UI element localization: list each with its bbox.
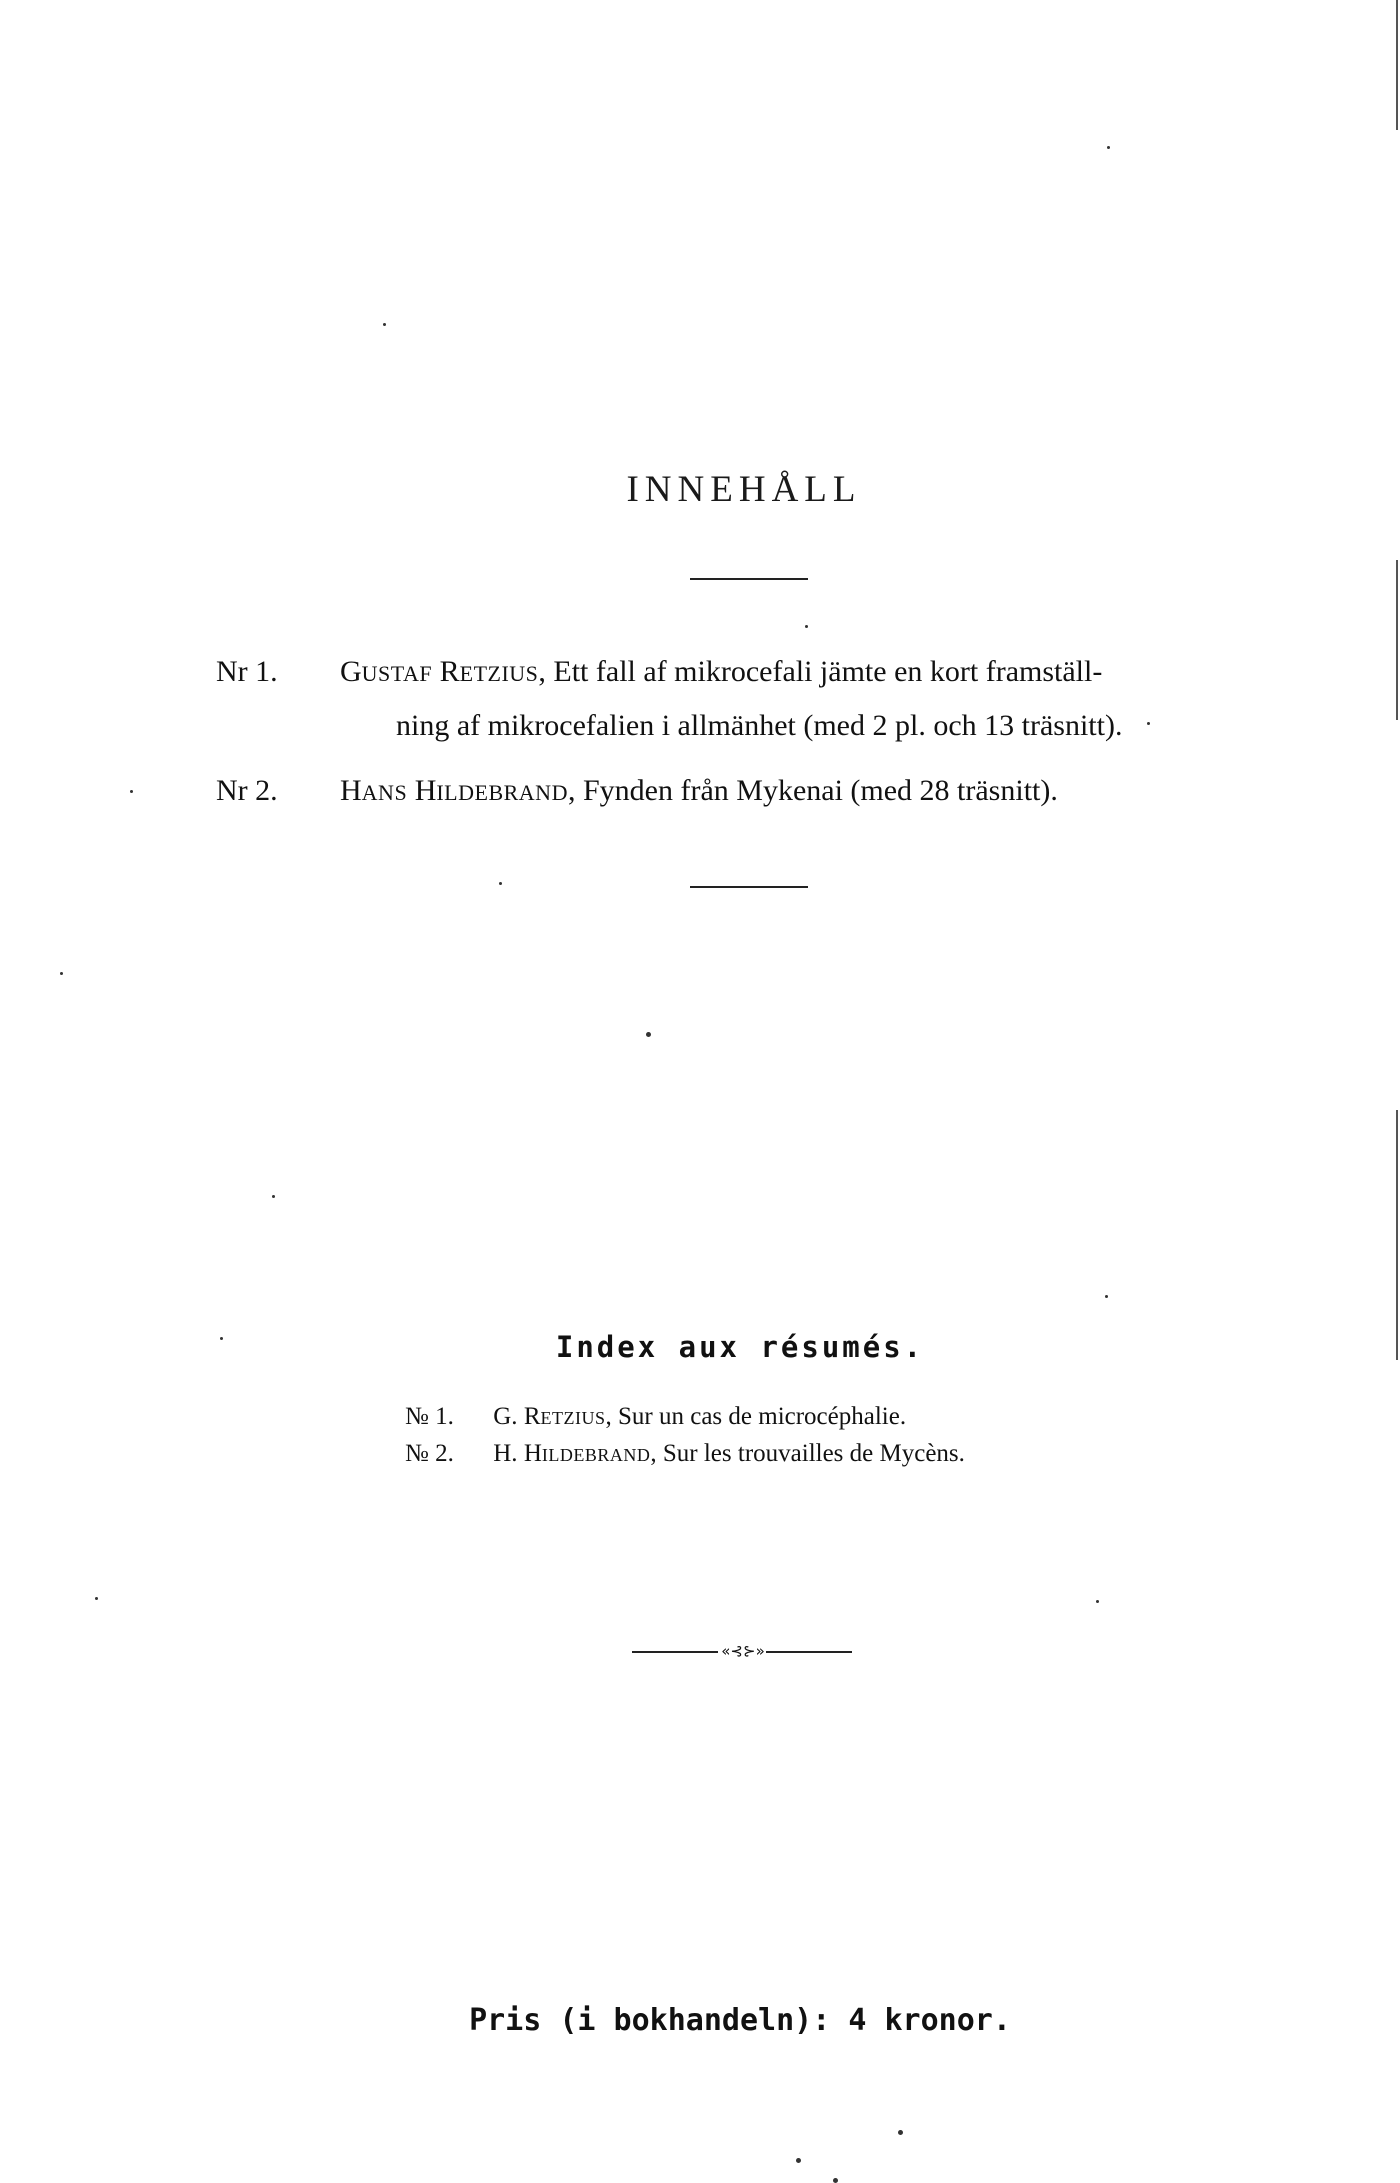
scan-speck: [95, 1597, 98, 1600]
index-name: ETZIUS: [540, 1408, 606, 1428]
contents-rule: [690, 886, 808, 888]
scan-speck: [646, 1032, 651, 1037]
entry-number: Nr 1.: [216, 655, 278, 688]
scan-speck: [499, 882, 502, 885]
author-last-initial: R: [439, 655, 460, 688]
index-text: , Sur les trouvailles de Mycèns.: [650, 1440, 965, 1467]
index-number: № 2.: [405, 1440, 454, 1467]
entry-title-continued: ning af mikrocefalien i allmänhet (med 2 pl. och 13 träsnitt).: [396, 709, 1123, 742]
scan-speck: [1096, 1600, 1099, 1603]
index-name-initial: H: [523, 1440, 542, 1467]
index-item-1: [405, 1401, 906, 1434]
contents-entry-1-line2: [396, 706, 1122, 746]
page-edge-mark: [1396, 1110, 1398, 1360]
heading-rule: [690, 578, 808, 580]
scan-speck: [130, 790, 133, 793]
ornamental-divider: [632, 1644, 852, 1660]
scan-speck: [805, 625, 808, 628]
index-item-2: [405, 1438, 965, 1471]
price-line: Pris (i bokhandeln): 4 kronor.: [469, 2003, 1011, 2038]
scan-speck: [898, 2130, 903, 2135]
entry-title: , Ett fall af mikrocefali jämte en kort framställ-: [538, 655, 1103, 688]
scan-speck: [1105, 1295, 1108, 1298]
index-number: № 1.: [405, 1403, 454, 1430]
scan-speck: [383, 323, 386, 326]
author-last-initial: H: [414, 774, 437, 807]
scan-speck: [60, 972, 63, 975]
scan-speck: [272, 1195, 275, 1198]
ornament-line-right: [766, 1651, 852, 1653]
ornament-line-left: [632, 1651, 718, 1653]
contents-entry-1-line1: [340, 652, 1102, 694]
contents-entry-2-line1: [340, 771, 1058, 813]
entry-title: , Fynden från Mykenai (med 28 träsnitt).: [567, 774, 1058, 807]
scan-speck: [796, 2158, 801, 2163]
page-edge-mark: [1396, 0, 1398, 130]
author-last-name: ETZIUS: [459, 661, 539, 686]
page-heading: INNEHÅLL: [626, 469, 862, 510]
author-first-name: USTAF: [361, 661, 433, 686]
index-name-initial: R: [523, 1403, 541, 1430]
author-first-initial: G: [340, 655, 362, 688]
index-name: ILDEBRAND: [541, 1445, 651, 1465]
scan-speck: [1107, 146, 1110, 149]
contents-entry-1: [216, 652, 278, 692]
ornament-glyph: «⊰⊱»: [721, 1642, 765, 1660]
author-first-name: ANS: [361, 780, 408, 805]
author-first-initial: H: [340, 774, 362, 807]
scan-speck: [1147, 722, 1150, 725]
entry-number: Nr 2.: [216, 774, 278, 807]
scan-speck: [220, 1337, 223, 1340]
index-text: , Sur un cas de microcéphalie.: [605, 1403, 907, 1430]
index-initial: H.: [493, 1440, 524, 1467]
index-title: Index aux résumés.: [555, 1330, 925, 1364]
index-initial: G.: [493, 1403, 524, 1430]
contents-entry-2: [216, 771, 278, 811]
page-edge-mark: [1396, 560, 1398, 720]
author-last-name: ILDEBRAND: [436, 780, 568, 805]
